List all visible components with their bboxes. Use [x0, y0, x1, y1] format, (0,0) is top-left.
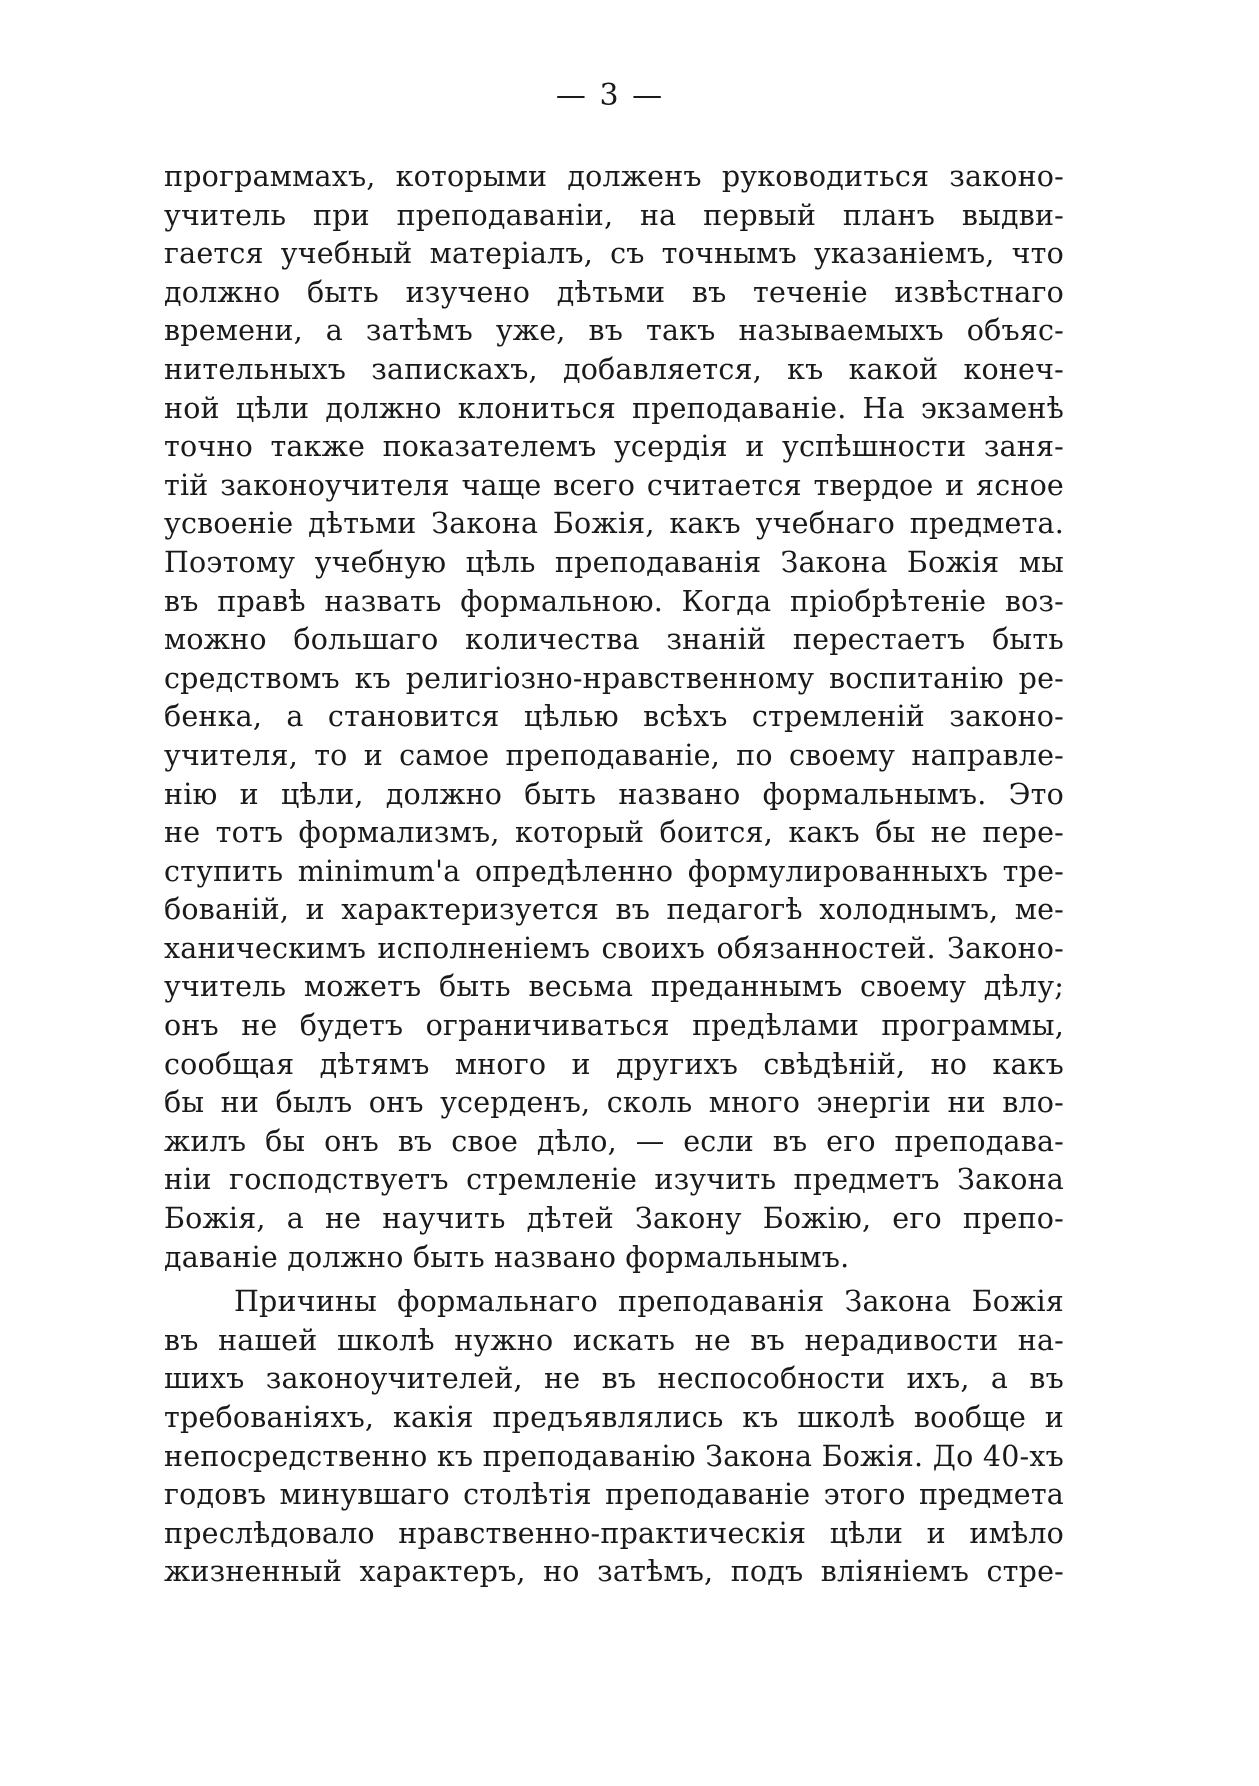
text-line: нiю и цѣли, должно быть названо формальнымъ. Это — [164, 777, 1064, 811]
text-line: преслѣдовало нравственно-практическiя цѣли и имѣло — [164, 1516, 1064, 1550]
text-line: тiй законоучителя чаще всего считается твердое и ясное — [164, 468, 1064, 502]
text-line: должно быть изучено дѣтьми въ теченiе извѣстнаго — [164, 275, 1064, 309]
text-line: Причины формальнаго преподаванiя Закона Божiя — [234, 1285, 1064, 1319]
text-line: программахъ, которыми долженъ руководиться законо- — [164, 160, 1064, 193]
text-line: Поэтому учебную цѣль преподаванiя Закона Божiя мы — [164, 545, 1064, 579]
text-line: требованiяхъ, какiя предъявлялись къ школѣ вообще и — [164, 1401, 1064, 1434]
paragraph-2 — [164, 1283, 1064, 1592]
text-line: даванiе должно быть названо формальнымъ. — [164, 1240, 850, 1274]
text-line: сообщая дѣтямъ много и другихъ свѣдѣнiй, но какъ — [164, 1047, 1064, 1081]
text-line: времени, а затѣмъ уже, въ такъ называемыхъ объяс- — [164, 314, 1064, 348]
text-line: средствомъ къ религiозно-нравственному воспитанiю ре- — [164, 661, 1064, 695]
text-line: годовъ минувшаго столѣтiя преподаванiе этого предмета — [164, 1478, 1064, 1512]
body-text — [164, 158, 1064, 1592]
text-line: бованiй, и характеризуется въ педагогѣ холоднымъ, ме- — [164, 893, 1064, 927]
text-line: учитель можетъ быть весьма преданнымъ своему дѣлу; — [164, 970, 1064, 1004]
text-line: учителя, то и самое преподаванiе, по своему направле- — [164, 738, 1064, 772]
text-line: можно большаго количества знанiй перестаетъ быть — [164, 623, 1064, 657]
text-line: не тотъ формализмъ, который боится, какъ бы не пере- — [164, 816, 1064, 850]
text-line: гается учебный матерiалъ, съ точнымъ указанiемъ, что — [164, 237, 1064, 271]
text-line: ханическимъ исполненiемъ своихъ обязанностей. Законо- — [164, 931, 1064, 965]
text-line: бы ни былъ онъ усерденъ, сколь много энергiи ни вло- — [164, 1086, 1064, 1120]
text-line: въ нашей школѣ нужно искать не въ нерадивости на- — [164, 1323, 1064, 1357]
text-line: шихъ законоучителей, не въ неспособности ихъ, а въ — [164, 1362, 1064, 1396]
text-line: учитель при преподаванiи, на первый планъ выдви- — [164, 198, 1064, 232]
text-line: онъ не будетъ ограничиваться предѣлами программы, — [164, 1009, 1064, 1043]
text-line: въ правѣ назвать формальною. Когда прiобрѣтенiе воз- — [164, 584, 1064, 618]
text-line: нительныхъ запискахъ, добавляется, къ какой конеч- — [164, 352, 1064, 386]
text-line: непосредственно къ преподаванiю Закона Божiя. До 40-хъ — [164, 1439, 1064, 1473]
text-line: бенка, а становится цѣлью всѣхъ стремленiй законо- — [164, 700, 1064, 734]
paragraph-1 — [164, 158, 1064, 1277]
text-line: точно также показателемъ усердiя и успѣшности заня- — [164, 430, 1064, 464]
text-line: усвоенiе дѣтьми Закона Божiя, какъ учебнаго предмета. — [164, 507, 1064, 541]
text-line: ной цѣли должно клониться преподаванiе. На экзаменѣ — [164, 391, 1064, 425]
text-line: нiи господствуетъ стремленiе изучить предметъ Закона — [164, 1163, 1064, 1197]
text-line: ступить minimum'а опредѣленно формулированныхъ тре- — [164, 854, 1064, 888]
text-line: жилъ бы онъ въ свое дѣло, — если въ его преподава- — [164, 1124, 1064, 1158]
text-line: Божiя, а не научить дѣтей Закону Божiю, его препо- — [164, 1202, 1064, 1236]
page-number: — 3 — — [555, 78, 665, 113]
text-line: жизненный характеръ, но затѣмъ, подъ влiянiемъ стре- — [164, 1555, 1064, 1589]
